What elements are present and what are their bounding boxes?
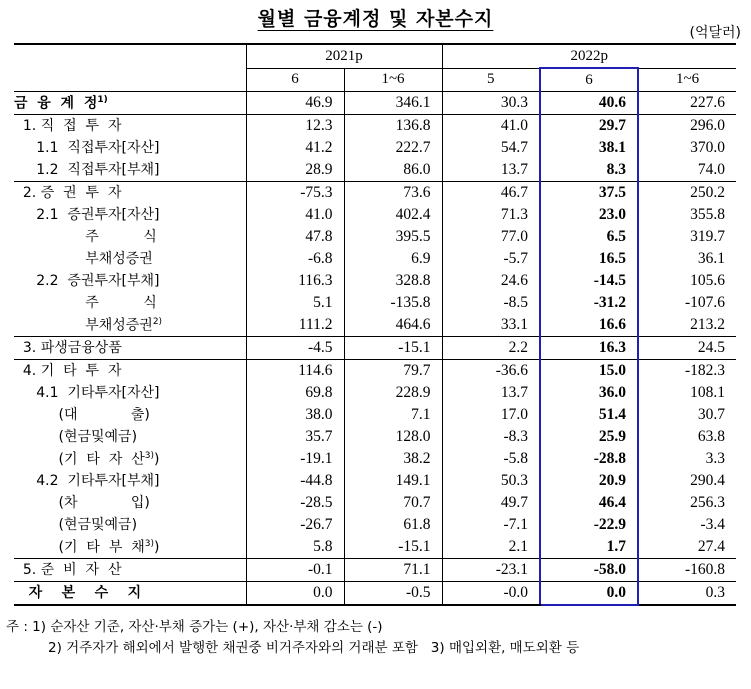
cell-value: -23.1 (442, 559, 540, 582)
cell-value: 0.0 (246, 582, 344, 606)
cell-value-highlighted: 40.6 (540, 92, 638, 115)
cell-value: 30.3 (442, 92, 540, 115)
cell-value: 7.1 (344, 404, 442, 426)
cell-value: 228.9 (344, 382, 442, 404)
table-row (14, 426, 736, 448)
cell-value: -19.1 (246, 448, 344, 470)
row-label (14, 204, 246, 226)
cell-value-highlighted: 29.7 (540, 115, 638, 138)
cell-value: 86.0 (344, 159, 442, 182)
cell-value: 464.6 (344, 314, 442, 337)
row-label-tail: ) (154, 539, 160, 556)
row-label (14, 337, 246, 360)
row-label (14, 182, 246, 205)
row-label-text: 자 본 수 지 (14, 585, 142, 601)
cell-value: -0.1 (246, 559, 344, 582)
cell-value: 128.0 (344, 426, 442, 448)
cell-value: 222.7 (344, 137, 442, 159)
row-label (14, 448, 246, 470)
cell-value: 0.3 (638, 582, 736, 606)
table-row (14, 314, 736, 337)
footnote-marker: 1) (97, 94, 108, 105)
table-row (14, 292, 736, 314)
cell-value: 346.1 (344, 92, 442, 115)
cell-value: 49.7 (442, 492, 540, 514)
cell-value: -26.7 (246, 514, 344, 536)
cell-value: 28.9 (246, 159, 344, 182)
row-label-text: 부채성증권 (14, 317, 153, 334)
cell-value: 74.0 (638, 159, 736, 182)
cell-value: -0.0 (442, 582, 540, 606)
cell-value-highlighted: 16.5 (540, 248, 638, 270)
month-header: 6 (246, 68, 344, 92)
row-label-text: 3. 파생금융상품 (14, 340, 122, 356)
cell-value-highlighted: 20.9 (540, 470, 638, 492)
cell-value: 13.7 (442, 159, 540, 182)
cell-value-highlighted: 23.0 (540, 204, 638, 226)
row-label-text: (차 입) (14, 495, 150, 511)
row-label-text: 금 융 계 정 (14, 95, 98, 112)
row-label (14, 159, 246, 182)
table-row (14, 382, 736, 404)
cell-value: -6.8 (246, 248, 344, 270)
cell-value: 328.8 (344, 270, 442, 292)
table-row (14, 337, 736, 360)
table-row (14, 204, 736, 226)
cell-value: 46.7 (442, 182, 540, 205)
row-label (14, 92, 246, 115)
cell-value: 319.7 (638, 226, 736, 248)
row-label-text: (현금및예금) (14, 429, 138, 445)
cell-value-highlighted: -58.0 (540, 559, 638, 582)
table-body (14, 92, 736, 606)
cell-value: -8.5 (442, 292, 540, 314)
month-header: 5 (442, 68, 540, 92)
month-header: 1~6 (638, 68, 736, 92)
cell-value-highlighted: 1.7 (540, 536, 638, 559)
cell-value: 114.6 (246, 360, 344, 383)
footnote-2: 2) 거주자가 해외에서 발행한 채권중 비거주자와의 거래분 포함 3) 매입외환, 매도외환 등 (48, 640, 580, 656)
cell-value-highlighted: -14.5 (540, 270, 638, 292)
table-row (14, 559, 736, 582)
cell-value: -44.8 (246, 470, 344, 492)
table-row (14, 360, 736, 383)
row-label-text: 1. 직 접 투 자 (14, 118, 122, 134)
row-label-text: 4.1 기타투자[자산] (14, 385, 160, 401)
cell-value-highlighted: 37.5 (540, 182, 638, 205)
cell-value: 256.3 (638, 492, 736, 514)
row-label (14, 226, 246, 248)
table-row (14, 115, 736, 138)
table-row (14, 582, 736, 606)
cell-value: 54.7 (442, 137, 540, 159)
unit-label: (억달러) (689, 25, 741, 41)
cell-value: -0.5 (344, 582, 442, 606)
cell-value: 36.1 (638, 248, 736, 270)
row-label (14, 470, 246, 492)
cell-value-highlighted: 16.6 (540, 314, 638, 337)
footnote-marker: 3) (144, 538, 155, 549)
cell-value: 370.0 (638, 137, 736, 159)
row-label (14, 492, 246, 514)
cell-value: 77.0 (442, 226, 540, 248)
row-label-text: (기 타 부 채 (14, 539, 145, 556)
cell-value-highlighted: 15.0 (540, 360, 638, 383)
cell-value: 17.0 (442, 404, 540, 426)
cell-value: 27.4 (638, 536, 736, 559)
cell-value: -15.1 (344, 536, 442, 559)
table-row (14, 470, 736, 492)
row-label (14, 360, 246, 383)
cell-value-highlighted: -28.8 (540, 448, 638, 470)
cell-value: 33.1 (442, 314, 540, 337)
row-label-text: 주 식 (14, 295, 157, 311)
row-label (14, 382, 246, 404)
row-label-text: 5. 준 비 자 산 (14, 562, 122, 578)
table-row (14, 448, 736, 470)
cell-value: 63.8 (638, 426, 736, 448)
row-label (14, 582, 246, 606)
cell-value: -3.4 (638, 514, 736, 536)
cell-value: -135.8 (344, 292, 442, 314)
cell-value: 149.1 (344, 470, 442, 492)
footnote-1: 주 : 1) 순자산 기준, 자산·부채 증가는 (+), 자산·부채 감소는 (-) (6, 619, 383, 635)
cell-value: 24.5 (638, 337, 736, 360)
cell-value-highlighted: -31.2 (540, 292, 638, 314)
cell-value: -75.3 (246, 182, 344, 205)
cell-value: 50.3 (442, 470, 540, 492)
cell-value: 30.7 (638, 404, 736, 426)
table-row (14, 137, 736, 159)
row-label-text: 2. 증 권 투 자 (14, 185, 122, 201)
cell-value: 296.0 (638, 115, 736, 138)
cell-value: 38.0 (246, 404, 344, 426)
cell-value: 41.0 (246, 204, 344, 226)
row-label-text: (기 타 자 산 (14, 451, 145, 468)
row-label (14, 248, 246, 270)
cell-value: -107.6 (638, 292, 736, 314)
cell-value: 3.3 (638, 448, 736, 470)
cell-value: 47.8 (246, 226, 344, 248)
year-header-2022: 2022p (442, 44, 736, 68)
cell-value: 5.8 (246, 536, 344, 559)
row-label-tail: ) (154, 451, 160, 468)
financial-account-table (14, 43, 736, 606)
cell-value: 5.1 (246, 292, 344, 314)
cell-value: 24.6 (442, 270, 540, 292)
cell-value: 116.3 (246, 270, 344, 292)
table-row (14, 404, 736, 426)
row-label (14, 426, 246, 448)
cell-value: -8.3 (442, 426, 540, 448)
table-row (14, 182, 736, 205)
row-label-text: 주 식 (14, 229, 157, 245)
cell-value-highlighted: -22.9 (540, 514, 638, 536)
cell-value: 41.2 (246, 137, 344, 159)
cell-value: 70.7 (344, 492, 442, 514)
row-label-text: (현금및예금) (14, 517, 138, 533)
table-row (14, 226, 736, 248)
row-label-text: 4. 기 타 투 자 (14, 363, 122, 379)
table-row (14, 248, 736, 270)
cell-value-highlighted: 36.0 (540, 382, 638, 404)
cell-value: 12.3 (246, 115, 344, 138)
cell-value: 105.6 (638, 270, 736, 292)
cell-value: 2.1 (442, 536, 540, 559)
cell-value: 6.9 (344, 248, 442, 270)
year-header-2021: 2021p (246, 44, 442, 68)
cell-value: 108.1 (638, 382, 736, 404)
cell-value: 227.6 (638, 92, 736, 115)
cell-value: 355.8 (638, 204, 736, 226)
cell-value: 35.7 (246, 426, 344, 448)
footnotes (6, 617, 579, 659)
cell-value: -36.6 (442, 360, 540, 383)
cell-value-highlighted: 51.4 (540, 404, 638, 426)
cell-value-highlighted: 8.3 (540, 159, 638, 182)
month-header: 1~6 (344, 68, 442, 92)
cell-value: 2.2 (442, 337, 540, 360)
row-label (14, 292, 246, 314)
row-label (14, 314, 246, 337)
cell-value: 136.8 (344, 115, 442, 138)
table-row (14, 514, 736, 536)
cell-value-highlighted: 38.1 (540, 137, 638, 159)
table-row (14, 270, 736, 292)
cell-value: 250.2 (638, 182, 736, 205)
page-title: 월별 금융계정 및 자본수지 (257, 8, 494, 30)
row-label (14, 115, 246, 138)
row-label (14, 270, 246, 292)
cell-value-highlighted: 25.9 (540, 426, 638, 448)
cell-value: 46.9 (246, 92, 344, 115)
cell-value: -28.5 (246, 492, 344, 514)
cell-value-highlighted: 46.4 (540, 492, 638, 514)
cell-value: 402.4 (344, 204, 442, 226)
cell-value-highlighted: 0.0 (540, 582, 638, 606)
row-label-text: 2.1 증권투자[자산] (14, 207, 160, 223)
table-row (14, 492, 736, 514)
row-label-text: 1.2 직접투자[부채] (14, 162, 160, 178)
cell-value: 13.7 (442, 382, 540, 404)
row-label (14, 404, 246, 426)
row-label-text: 4.2 기타투자[부채] (14, 473, 160, 489)
cell-value: -160.8 (638, 559, 736, 582)
row-label (14, 137, 246, 159)
cell-value: 213.2 (638, 314, 736, 337)
cell-value: -7.1 (442, 514, 540, 536)
header-corner (14, 44, 246, 68)
table-row (14, 159, 736, 182)
cell-value: 71.3 (442, 204, 540, 226)
cell-value: 73.6 (344, 182, 442, 205)
cell-value: -5.7 (442, 248, 540, 270)
row-label-text: 1.1 직접투자[자산] (14, 140, 160, 156)
table-row (14, 536, 736, 559)
footnote-marker: 2) (152, 316, 163, 327)
row-label (14, 536, 246, 559)
table-row (14, 92, 736, 115)
header-corner-lower (14, 68, 246, 92)
cell-value: 61.8 (344, 514, 442, 536)
cell-value: 69.8 (246, 382, 344, 404)
row-label-text: 2.2 증권투자[부채] (14, 273, 160, 289)
cell-value: 111.2 (246, 314, 344, 337)
cell-value: -4.5 (246, 337, 344, 360)
row-label-text: (대 출) (14, 407, 150, 423)
cell-value: 290.4 (638, 470, 736, 492)
footnote-marker: 3) (144, 450, 155, 461)
cell-value: -5.8 (442, 448, 540, 470)
row-label-text: 부채성증권 (14, 251, 153, 267)
month-header-highlighted: 6 (540, 68, 638, 92)
cell-value-highlighted: 16.3 (540, 337, 638, 360)
cell-value: -15.1 (344, 337, 442, 360)
cell-value: 71.1 (344, 559, 442, 582)
cell-value: 79.7 (344, 360, 442, 383)
row-label (14, 559, 246, 582)
cell-value: -182.3 (638, 360, 736, 383)
row-label (14, 514, 246, 536)
cell-value: 395.5 (344, 226, 442, 248)
cell-value: 41.0 (442, 115, 540, 138)
cell-value-highlighted: 6.5 (540, 226, 638, 248)
cell-value: 38.2 (344, 448, 442, 470)
